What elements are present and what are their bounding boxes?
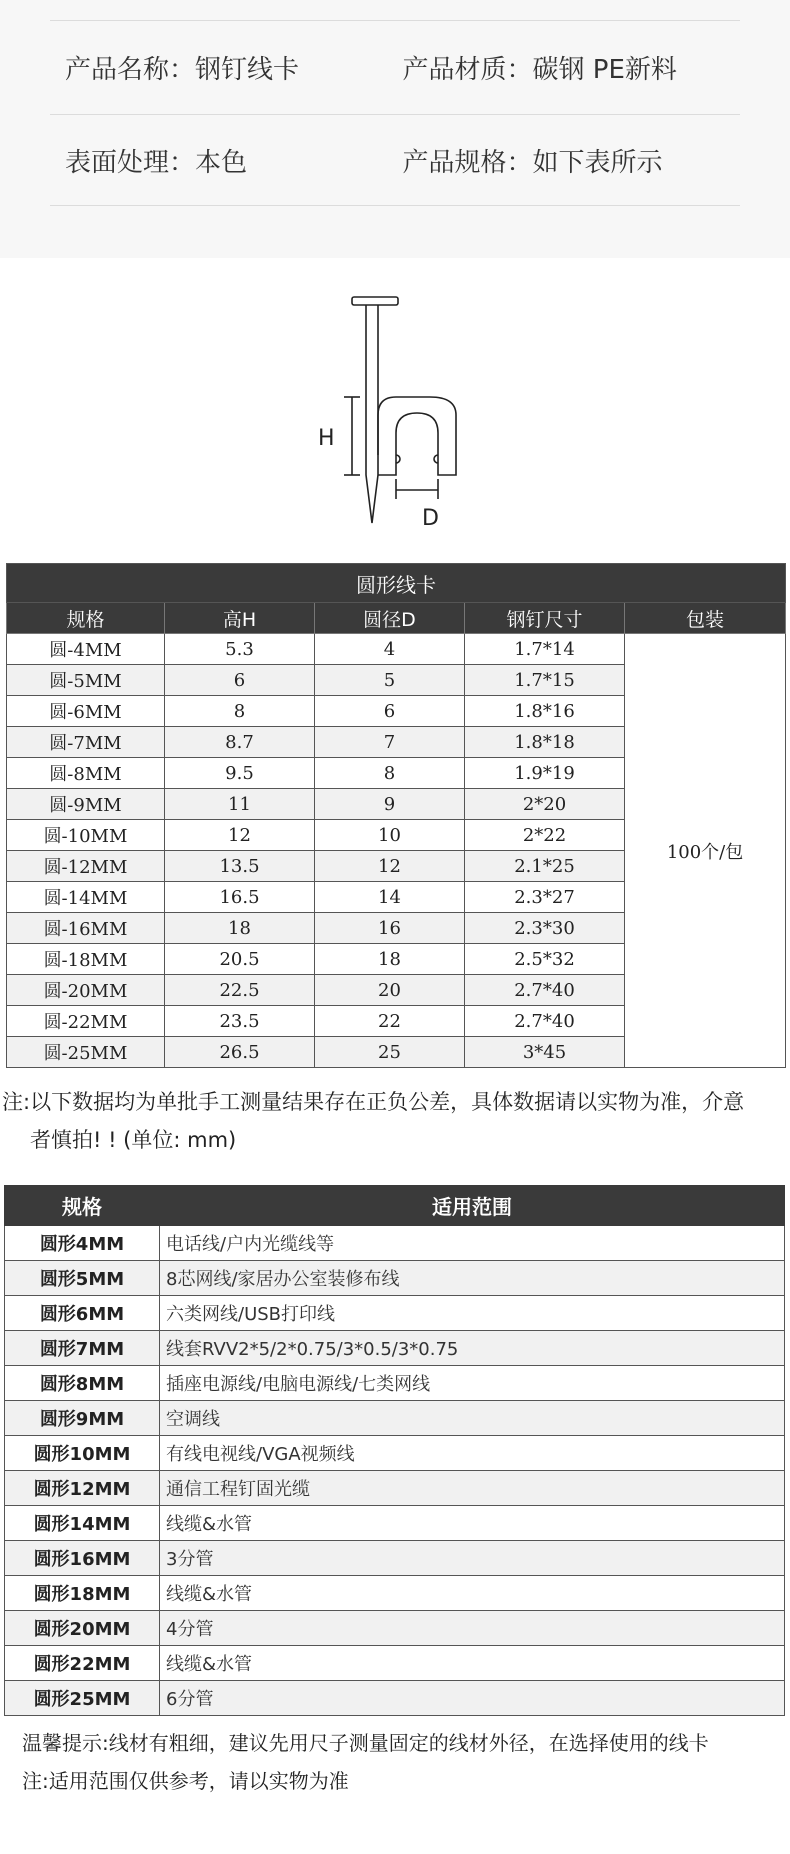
table-cell: 22.5 bbox=[165, 975, 315, 1006]
table-cell: 3*45 bbox=[465, 1037, 625, 1068]
spec-cell: 圆形5MM bbox=[5, 1261, 160, 1296]
table-cell: 16 bbox=[315, 913, 465, 944]
usage-cell: 有线电视线/VGA视频线 bbox=[160, 1436, 785, 1471]
spec-cell: 圆形22MM bbox=[5, 1646, 160, 1681]
table-row bbox=[5, 1611, 785, 1646]
divider bbox=[50, 20, 740, 21]
table-row bbox=[5, 1401, 785, 1436]
table-cell: 26.5 bbox=[165, 1037, 315, 1068]
table-cell: 9 bbox=[315, 789, 465, 820]
tip-line: 温馨提示:线材有粗细，建议先用尺子测量固定的线材外径，在选择使用的线卡 bbox=[22, 1731, 709, 1755]
spec-cell: 圆形8MM bbox=[5, 1366, 160, 1401]
table-cell: 12 bbox=[165, 820, 315, 851]
table-cell: 1.8*16 bbox=[465, 696, 625, 727]
table-cell: 14 bbox=[315, 882, 465, 913]
usage-cell: 通信工程钉固光缆 bbox=[160, 1471, 785, 1506]
usage-cell: 4分管 bbox=[160, 1611, 785, 1646]
table-cell: 8 bbox=[315, 758, 465, 789]
table-row bbox=[5, 1261, 785, 1296]
table-cell: 圆-8MM bbox=[7, 758, 165, 789]
table-cell: 圆-16MM bbox=[7, 913, 165, 944]
usage-cell: 8芯网线/家居办公室装修布线 bbox=[160, 1261, 785, 1296]
spec-cell: 圆形16MM bbox=[5, 1541, 160, 1576]
divider bbox=[50, 114, 740, 115]
packaging-cell: 100个/包 bbox=[625, 634, 786, 1068]
table-row bbox=[5, 1681, 785, 1716]
table-cell: 圆-7MM bbox=[7, 727, 165, 758]
usage-cell: 线缆&水管 bbox=[160, 1576, 785, 1611]
usage-cell: 线缆&水管 bbox=[160, 1506, 785, 1541]
table-cell: 圆-6MM bbox=[7, 696, 165, 727]
table-cell: 4 bbox=[315, 634, 465, 665]
table-cell: 18 bbox=[315, 944, 465, 975]
table-cell: 2*20 bbox=[465, 789, 625, 820]
cable-clip-diagram bbox=[280, 285, 510, 545]
round-clip-spec-table bbox=[6, 563, 786, 1068]
spec-cell: 圆形6MM bbox=[5, 1296, 160, 1331]
spec-cell: 圆形10MM bbox=[5, 1436, 160, 1471]
table-cell: 2.5*32 bbox=[465, 944, 625, 975]
spec-cell: 圆形18MM bbox=[5, 1576, 160, 1611]
table-cell: 圆-25MM bbox=[7, 1037, 165, 1068]
table-cell: 18 bbox=[165, 913, 315, 944]
table-cell: 22 bbox=[315, 1006, 465, 1037]
table-cell: 圆-12MM bbox=[7, 851, 165, 882]
info-row bbox=[65, 37, 740, 97]
table-row bbox=[5, 1226, 785, 1261]
usage-cell: 线缆&水管 bbox=[160, 1646, 785, 1681]
spec-cell: 圆形20MM bbox=[5, 1611, 160, 1646]
spec-cell: 圆形14MM bbox=[5, 1506, 160, 1541]
table-cell: 2.7*40 bbox=[465, 975, 625, 1006]
table-row bbox=[5, 1541, 785, 1576]
column-header: 规格 bbox=[5, 1186, 160, 1226]
table-caption: 圆形线卡 bbox=[7, 564, 786, 603]
table-cell: 2.7*40 bbox=[465, 1006, 625, 1037]
table-cell: 8 bbox=[165, 696, 315, 727]
table-row bbox=[5, 1436, 785, 1471]
usage-cell: 空调线 bbox=[160, 1401, 785, 1436]
table-cell: 圆-20MM bbox=[7, 975, 165, 1006]
table-cell: 圆-5MM bbox=[7, 665, 165, 696]
table-cell: 16.5 bbox=[165, 882, 315, 913]
table-cell: 23.5 bbox=[165, 1006, 315, 1037]
table-cell: 20.5 bbox=[165, 944, 315, 975]
table-cell: 11 bbox=[165, 789, 315, 820]
table-cell: 5 bbox=[315, 665, 465, 696]
column-header: 高H bbox=[165, 603, 315, 634]
table-cell: 6 bbox=[165, 665, 315, 696]
usage-cell: 3分管 bbox=[160, 1541, 785, 1576]
spec-cell: 圆形4MM bbox=[5, 1226, 160, 1261]
table-cell: 8.7 bbox=[165, 727, 315, 758]
usage-cell: 线套RVV2*5/2*0.75/3*0.5/3*0.75 bbox=[160, 1331, 785, 1366]
table-row bbox=[5, 1331, 785, 1366]
table-cell: 10 bbox=[315, 820, 465, 851]
table-row bbox=[5, 1646, 785, 1681]
table-cell: 1.9*19 bbox=[465, 758, 625, 789]
table-cell: 圆-4MM bbox=[7, 634, 165, 665]
table-cell: 圆-9MM bbox=[7, 789, 165, 820]
table-cell: 5.3 bbox=[165, 634, 315, 665]
usage-cell: 电话线/户内光缆线等 bbox=[160, 1226, 785, 1261]
column-header: 圆径D bbox=[315, 603, 465, 634]
table-cell: 1.8*18 bbox=[465, 727, 625, 758]
table-row bbox=[5, 1296, 785, 1331]
table-cell: 2.3*30 bbox=[465, 913, 625, 944]
table-cell: 2.3*27 bbox=[465, 882, 625, 913]
table-cell: 圆-10MM bbox=[7, 820, 165, 851]
table-cell: 6 bbox=[315, 696, 465, 727]
table-cell: 25 bbox=[315, 1037, 465, 1068]
product-name: 产品名称：钢钉线卡 bbox=[65, 54, 300, 85]
height-label: H bbox=[318, 426, 335, 451]
note-line: 注:以下数据均为单批手工测量结果存在正负公差，具体数据请以实物为准，介意 bbox=[2, 1090, 745, 1114]
column-header: 规格 bbox=[7, 603, 165, 634]
table-cell: 20 bbox=[315, 975, 465, 1006]
application-range-table bbox=[4, 1185, 785, 1716]
product-info-panel bbox=[0, 0, 790, 258]
table-row bbox=[7, 634, 786, 665]
table-cell: 1.7*14 bbox=[465, 634, 625, 665]
column-header: 钢钉尺寸 bbox=[465, 603, 625, 634]
spec-cell: 圆形9MM bbox=[5, 1401, 160, 1436]
table-row bbox=[5, 1576, 785, 1611]
table-cell: 2*22 bbox=[465, 820, 625, 851]
table-cell: 圆-14MM bbox=[7, 882, 165, 913]
tips-note bbox=[22, 1724, 782, 1800]
product-spec: 产品规格：如下表所示 bbox=[402, 147, 663, 178]
usage-cell: 插座电源线/电脑电源线/七类网线 bbox=[160, 1366, 785, 1401]
table-row bbox=[5, 1471, 785, 1506]
spec-cell: 圆形12MM bbox=[5, 1471, 160, 1506]
table-cell: 圆-18MM bbox=[7, 944, 165, 975]
table-cell: 9.5 bbox=[165, 758, 315, 789]
column-header: 包装 bbox=[625, 603, 786, 634]
column-header: 适用范围 bbox=[160, 1186, 785, 1226]
info-row bbox=[65, 130, 740, 190]
table-cell: 13.5 bbox=[165, 851, 315, 882]
table-cell: 圆-22MM bbox=[7, 1006, 165, 1037]
spec-cell: 圆形25MM bbox=[5, 1681, 160, 1716]
spec-cell: 圆形7MM bbox=[5, 1331, 160, 1366]
table-row bbox=[5, 1366, 785, 1401]
table-cell: 2.1*25 bbox=[465, 851, 625, 882]
tip-line: 注:适用范围仅供参考，请以实物为准 bbox=[22, 1769, 349, 1793]
divider bbox=[50, 205, 740, 206]
measurement-note bbox=[2, 1083, 790, 1159]
note-line: 者慎拍! ! (单位: mm) bbox=[30, 1128, 237, 1152]
diameter-label: D bbox=[422, 506, 439, 531]
product-material: 产品材质：碳钢 PE新料 bbox=[402, 54, 677, 85]
table-cell: 1.7*15 bbox=[465, 665, 625, 696]
table-row bbox=[5, 1506, 785, 1541]
surface-treatment: 表面处理：本色 bbox=[65, 147, 248, 178]
usage-cell: 6分管 bbox=[160, 1681, 785, 1716]
table-cell: 7 bbox=[315, 727, 465, 758]
usage-cell: 六类网线/USB打印线 bbox=[160, 1296, 785, 1331]
table-cell: 12 bbox=[315, 851, 465, 882]
